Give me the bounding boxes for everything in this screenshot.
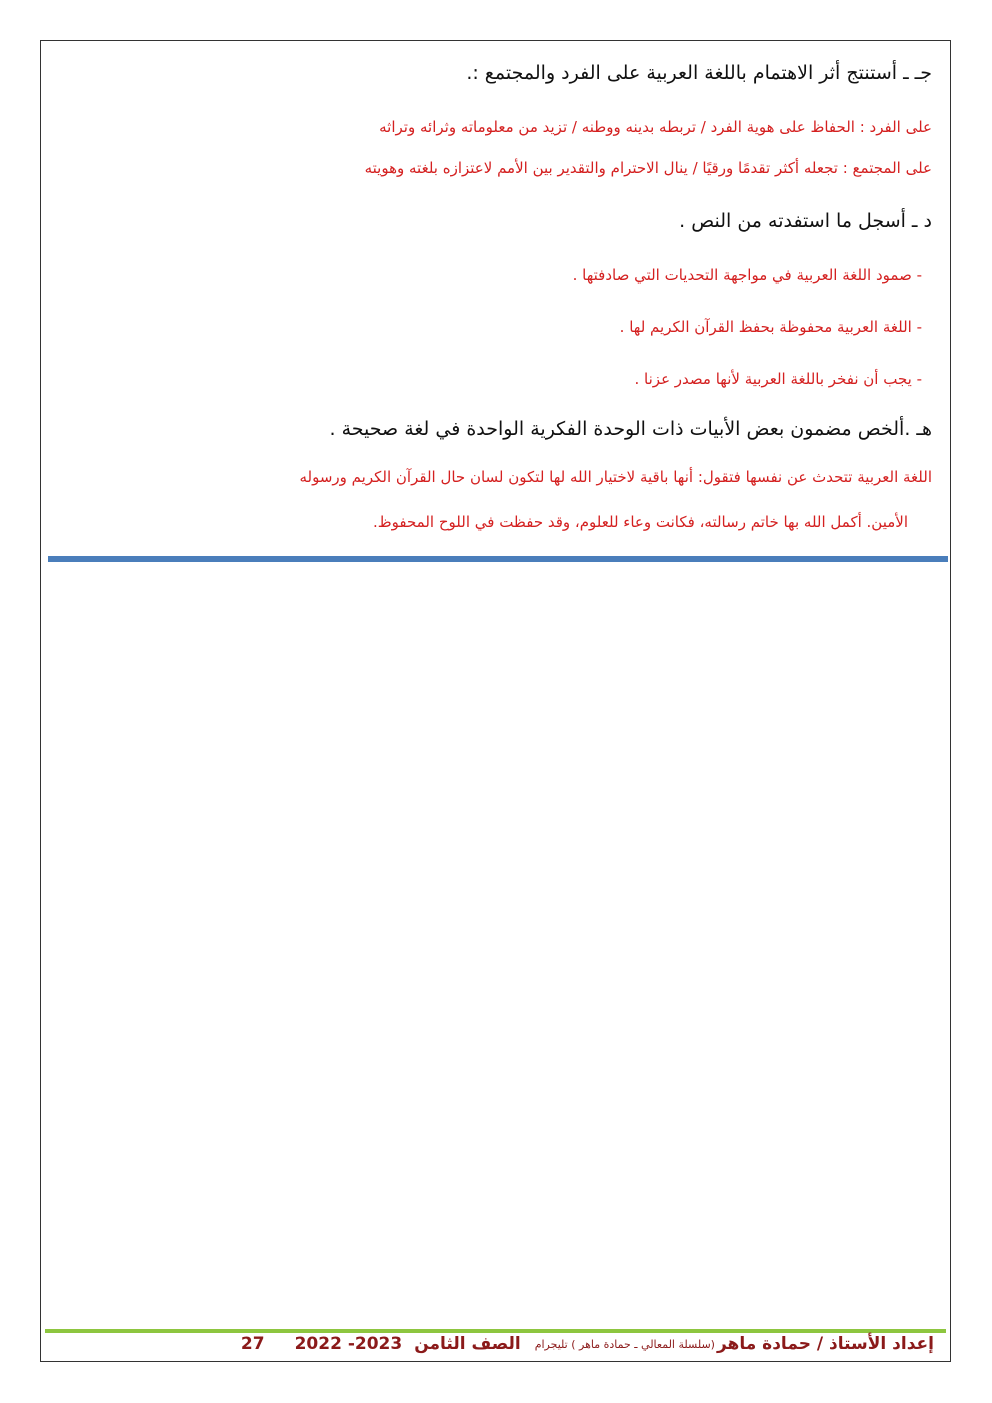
question-d-heading: د ـ أسجل ما استفدته من النص .: [679, 210, 932, 232]
question-c-heading: جـ ـ أستنتج أثر الاهتمام باللغة العربية على الفرد والمجتمع :.: [466, 62, 932, 84]
answer-c-society: على المجتمع : تجعله أكثر تقدمًا ورقيًا / ينال الاحترام والتقدير بين الأمم لاعتزازه بلغته وهويته: [364, 159, 932, 177]
page-number: 27: [240, 1334, 265, 1354]
answer-h-line-2: الأمين. أكمل الله بها خاتم رسالته، فكانت وعاء للعلوم، وقد حفظت في اللوح المحفوظ.: [373, 513, 908, 531]
answer-d-point-2: - اللغة العربية محفوظة بحفظ القرآن الكريم لها .: [619, 318, 922, 336]
answer-h-line-1: اللغة العربية تتحدث عن نفسها فتقول: أنها باقية لاختيار الله لها لتكون لسان حال القرآن الكريم ورسوله: [299, 468, 932, 486]
footer-grade: الصف الثامن: [414, 1334, 521, 1354]
answer-c-individual: على الفرد : الحفاظ على هوية الفرد / تربطه بدينه ووطنه / تزيد من معلوماته وثرائه وتراثه: [379, 118, 932, 136]
question-h-heading: هـ .ألخص مضمون بعض الأبيات ذات الوحدة الفكرية الواحدة في لغة صحيحة .: [329, 418, 932, 440]
section-divider: [48, 556, 948, 562]
footer-author: إعداد الأستاذ / حمادة ماهر: [716, 1334, 934, 1354]
footer-year: 2022 -2023: [294, 1334, 403, 1354]
answer-d-point-3: - يجب أن نفخر باللغة العربية لأنها مصدر عزنا .: [634, 370, 922, 388]
footer-series: (سلسلة المعالي ـ حمادة ماهر ) تليجرام: [534, 1337, 715, 1351]
answer-d-point-1: - صمود اللغة العربية في مواجهة التحديات التي صادفتها .: [572, 266, 922, 284]
page-footer: [241, 1331, 934, 1357]
page-frame: [40, 40, 951, 1362]
